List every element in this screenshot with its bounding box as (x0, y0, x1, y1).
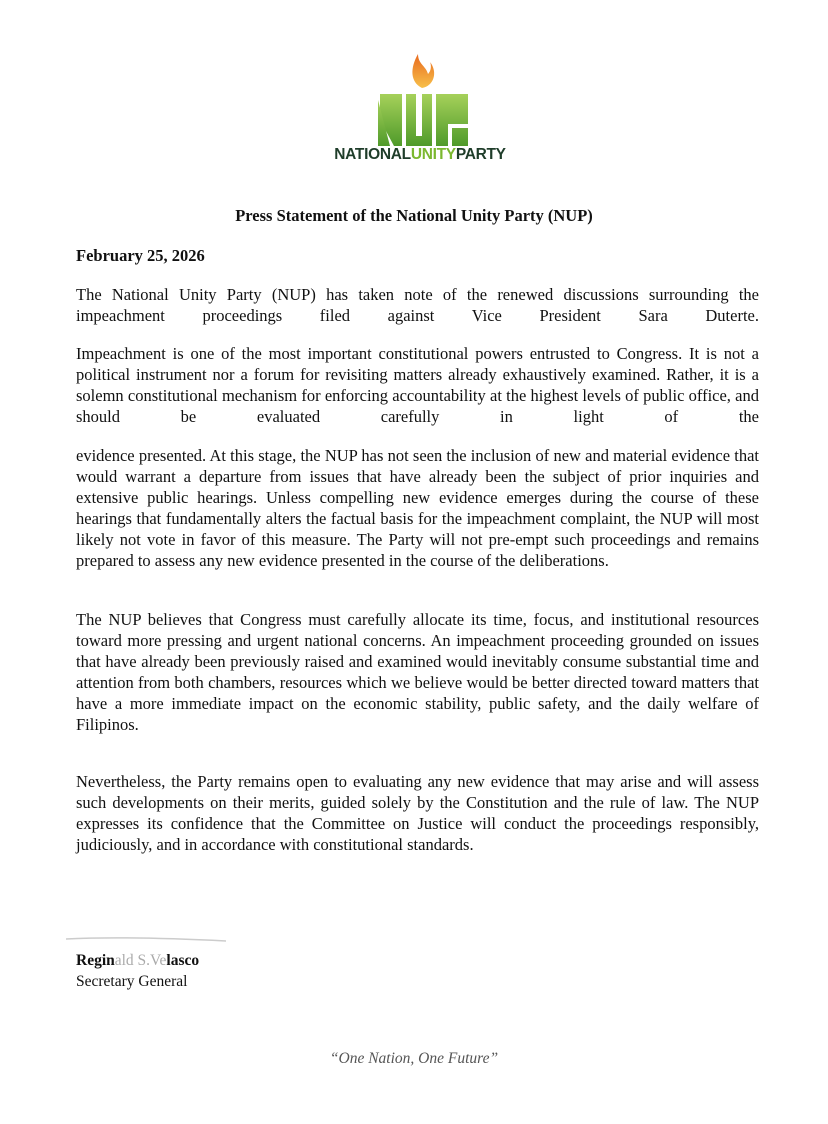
signatory-role: Secretary General (76, 973, 188, 990)
statement-date: February 25, 2026 (76, 246, 205, 265)
flame-icon (412, 54, 434, 88)
wordmark-national: NATIONAL (334, 146, 411, 163)
wordmark-unity: UNITY (410, 146, 456, 163)
document-title: Press Statement of the National Unity Party (NUP) (235, 206, 593, 225)
wordmark-party: PARTY (455, 146, 506, 163)
paragraph-1: The National Unity Party (NUP) has taken note of the renewed discussions surrounding the impeachment proceedings filed against Vice President Sara Duterte. (76, 285, 759, 325)
footer-slogan: “One Nation, One Future” (329, 1050, 499, 1067)
paragraph-3: evidence presented. At this stage, the NUP has not seen the inclusion of new and material evidence that would warrant a departure from issues that have already been the subject of prior inquiries and extensive public hearings. Unless compelling new evidence emerges during the course of these hearings that fundamentally alters the factual basis for the impeachment complaint, the NUP will most likely not vote in favor of this measure. The Party will not pre-empt such proceedings and remains prepared to assess any new evidence presented in the course of the deliberations. (76, 446, 759, 570)
paragraph-5: Nevertheless, the Party remains open to evaluating any new evidence that may arise and will assess such developments on their merits, guided solely by the Constitution and the rule of law. The NUP expresses its confidence that the Committee on Justice will conduct the proceedings responsibly, judiciously, and in accordance with constitutional standards. (76, 772, 759, 854)
nup-logo-mark (310, 48, 530, 146)
signatory-name-end: lasco (166, 952, 200, 969)
signatory-name (76, 952, 199, 970)
nup-logo (310, 48, 530, 168)
signatory-name-faded: ald S.Ve (114, 952, 167, 969)
signatory-name-start: Regin (76, 952, 115, 969)
signature-mark (66, 935, 226, 943)
paragraph-4: The NUP believes that Congress must carefully allocate its time, focus, and institutional resources toward more pressing and urgent national concerns. An impeachment proceeding grounded on issues that have already been previously raised and examined would inevitably consume substantial time and attention from both chambers, resources which we believe would be better directed toward matters that have a more immediate impact on the economic stability, public safety, and the daily welfare of Filipinos. (76, 610, 759, 734)
party-name-wordmark (310, 146, 530, 164)
paragraph-2: Impeachment is one of the most important constitutional powers entrusted to Congress. It is not a political instrument nor a forum for revisiting matters already exhaustively examined. Rather, it is a solemn constitutional mechanism for enforcing accountability at the highest levels of public office, and should be evaluated carefully in light of the (76, 344, 759, 426)
